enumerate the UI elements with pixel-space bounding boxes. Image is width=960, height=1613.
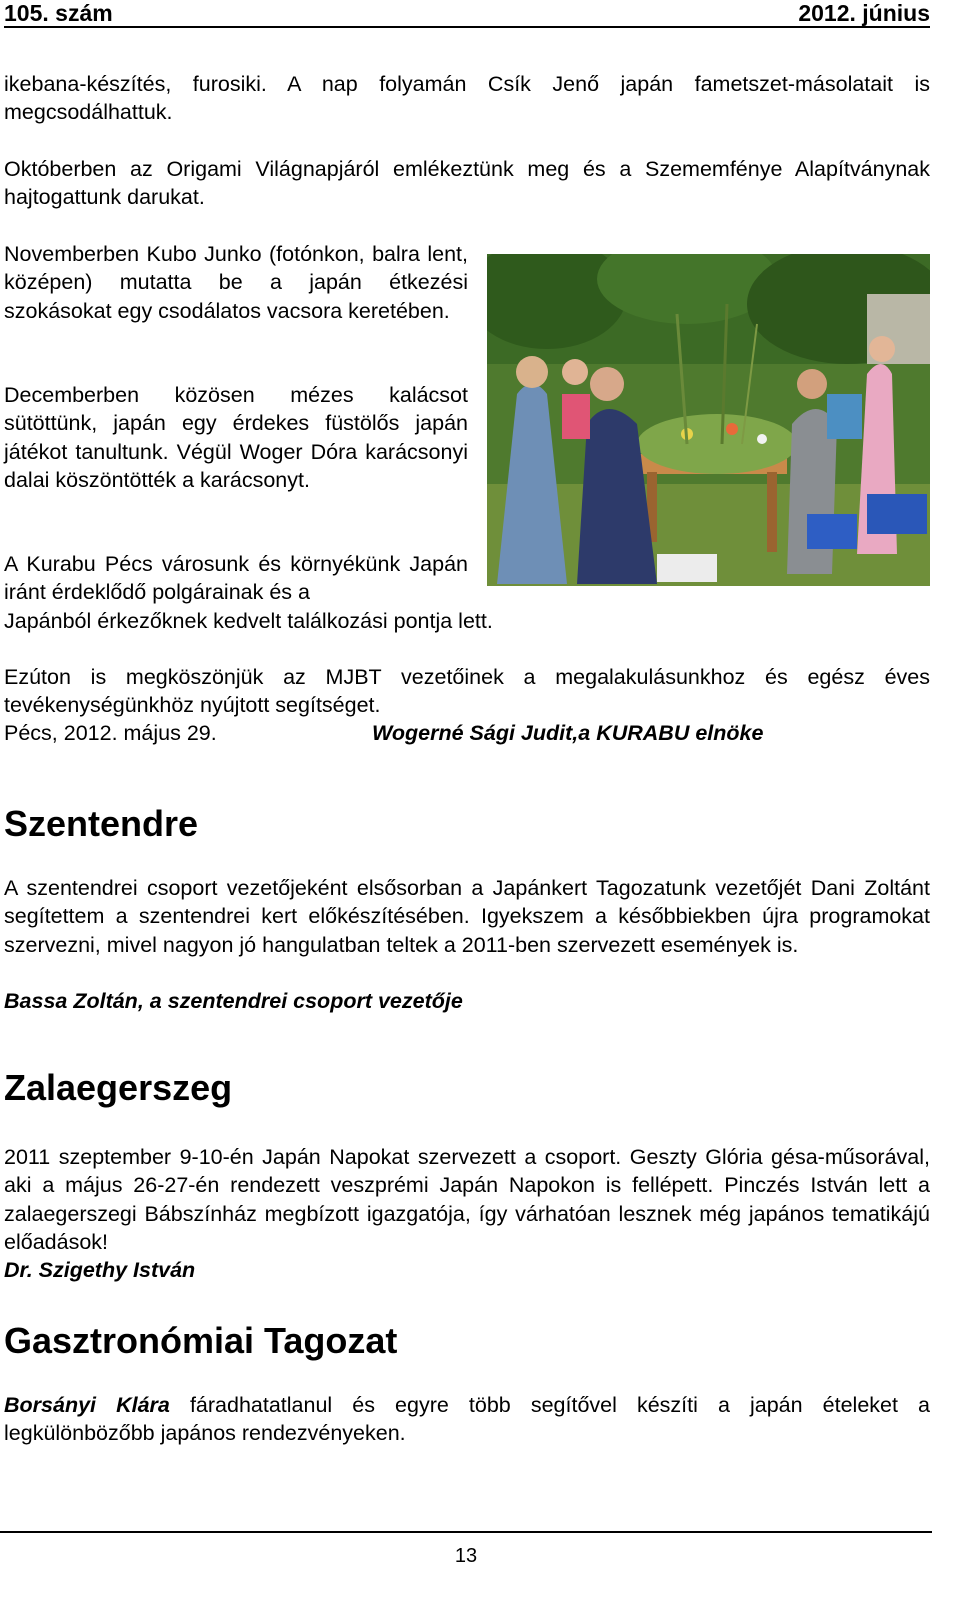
page-number: 13: [454, 1545, 478, 1567]
page-header: [4, 0, 930, 24]
heading-szentendre: Szentendre: [4, 803, 199, 844]
issue-date: 2012. június: [798, 0, 930, 26]
zalaegerszeg-signature: Dr. Szigethy István: [4, 1258, 196, 1282]
ikebana-photo: [487, 254, 930, 586]
zalaegerszeg-body: 2011 szeptember 9-10-én Japán Napokat szervezett a csoport. Geszty Glória gésa-műsorával, aki a május 26-27-én rendezett veszprémi Japán Napokon is fellépett. Pinczés István lett a zalaegerszegi Bábszínház megbízott igazgatója, így várhatóan lesznek még japános tematikájú előadások!: [4, 1145, 930, 1255]
kurabu-paragraph-1: ikebana-készítés, furosiki. A nap folyamán Csík Jenő japán fametszet-másolatait is megcsodálhattuk.: [4, 72, 930, 125]
footer-rule: [0, 1531, 932, 1533]
szentendre-body: A szentendrei csoport vezetőjeként elsősorban a Japánkert Tagozatunk vezetőjét Dani Zoltánt segítettem a szentendrei kert előkészítésében. Igyekszem a későbbiekben újra programokat szervezni, mivel nagyon jó hangulatban teltek a 2011-ben szervezett események is.: [4, 876, 930, 957]
kurabu-paragraph-5b: Japánból érkezőknek kedvelt találkozási pontja lett.: [4, 609, 493, 633]
header-rule: [4, 26, 930, 28]
issue-number: 105. szám: [4, 0, 113, 26]
gasztro-body: [4, 1391, 930, 1448]
kurabu-paragraph-2: Októberben az Origami Világnapjáról emlékeztünk meg és a Szememfénye Alapítványnak hajtogattunk darukat.: [4, 157, 930, 210]
gasztro-text: fáradhatatlanul és egyre több segítővel készíti a japán ételeket a legkülönbözőbb japános rendezvényeken.: [4, 1393, 931, 1446]
kurabu-paragraph-3: Novemberben Kubo Junko (fotónkon, balra lent, középen) mutatta be a japán étkezési szokásokat egy csodálatos vacsora keretében.: [4, 242, 468, 323]
kurabu-paragraph-4: Decemberben közösen mézes kalácsot sütöttünk, japán egy érdekes füstölős japán játékot tanultunk. Végül Woger Dóra karácsonyi dalai köszöntötték a karácsonyt.: [4, 383, 468, 493]
kurabu-signature: Wogerné Sági Judit,a KURABU elnöke: [372, 721, 764, 745]
kurabu-paragraph-6: Ezúton is megköszönjük az MJBT vezetőinek a megalakulásunkhoz és egész éves tevékenységünkhöz nyújtott segítséget.: [4, 665, 930, 718]
gasztro-name: Borsányi Klára: [4, 1393, 170, 1417]
heading-zalaegerszeg: Zalaegerszeg: [4, 1067, 233, 1108]
heading-gasztronomia: Gasztronómiai Tagozat: [4, 1320, 398, 1361]
kurabu-signoff: [4, 719, 930, 747]
szentendre-signature: Bassa Zoltán, a szentendrei csoport vezetője: [4, 989, 463, 1013]
kurabu-paragraph-5a: A Kurabu Pécs városunk és környékünk Japán iránt érdeklődő polgárainak és a: [4, 552, 468, 605]
place-date: Pécs, 2012. május 29.: [4, 721, 217, 745]
